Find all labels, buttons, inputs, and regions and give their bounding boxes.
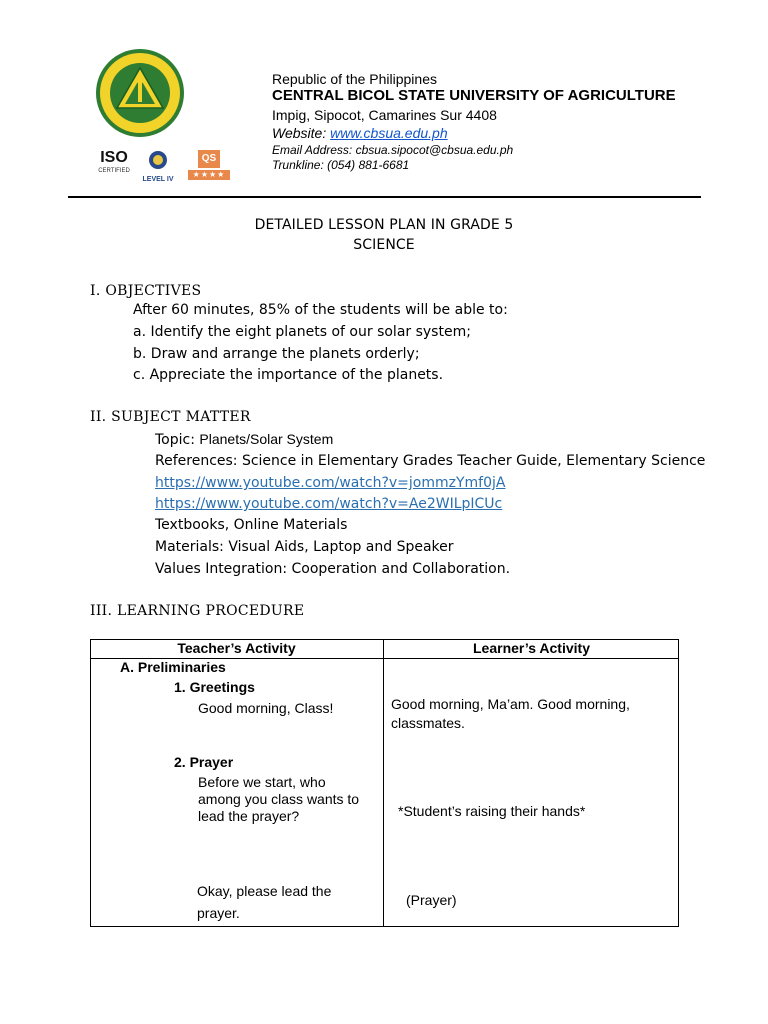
greetings-teacher: Good morning, Class! <box>198 700 334 716</box>
values-line: Values Integration: Cooperation and Collaboration. <box>155 561 511 577</box>
greetings-heading: 1. Greetings <box>174 679 255 695</box>
table-header-learner: Learner’s Activity <box>473 640 590 656</box>
header-address: Impig, Sipocot, Camarines Sur 4408 <box>272 107 497 123</box>
table-header-teacher: Teacher’s Activity <box>177 640 296 656</box>
table-column-divider <box>383 639 384 927</box>
objectives-heading: I. OBJECTIVES <box>90 283 202 299</box>
header-university: CENTRAL BICOL STATE UNIVERSITY OF AGRICULTURE <box>272 87 676 104</box>
lead-prayer-teacher: prayer. <box>197 905 240 921</box>
procedure-heading: III. LEARNING PROCEDURE <box>90 603 305 619</box>
textbooks-line: Textbooks, Online Materials <box>155 517 348 533</box>
document-title: DETAILED LESSON PLAN IN GRADE 5 <box>254 217 514 233</box>
objectives-intro: After 60 minutes, 85% of the students will be able to: <box>133 302 508 318</box>
website-link[interactable]: www.cbsua.edu.ph <box>330 125 448 141</box>
lead-prayer-learner: (Prayer) <box>406 892 457 908</box>
subject-matter-heading: II. SUBJECT MATTER <box>90 409 251 425</box>
university-seal <box>95 48 185 138</box>
header-email: Email Address: cbsua.sipocot@cbsua.edu.ph <box>272 143 514 157</box>
prayer-learner: *Student’s raising their hands* <box>398 803 586 819</box>
prayer-teacher: lead the prayer? <box>198 808 300 824</box>
section-preliminaries: A. Preliminaries <box>120 659 226 675</box>
header-divider <box>68 196 701 198</box>
header-website: Website: www.cbsua.edu.ph <box>272 125 448 141</box>
objective-item: a. Identify the eight planets of our solar system; <box>133 324 471 340</box>
level-emblem-icon <box>148 150 168 170</box>
greetings-learner: classmates. <box>391 715 465 731</box>
objective-item: b. Draw and arrange the planets orderly; <box>133 346 420 362</box>
header-trunkline: Trunkline: (054) 881-6681 <box>272 158 410 172</box>
materials-line: Materials: Visual Aids, Laptop and Speaker <box>155 539 454 555</box>
qs-stars-badge: QS ★★★★ <box>188 150 230 180</box>
lead-prayer-teacher: Okay, please lead the <box>197 883 332 899</box>
accreditation-badges <box>96 148 236 188</box>
iso-badge: ISO CERTIFIED <box>98 149 130 174</box>
objective-item: c. Appreciate the importance of the planets. <box>133 367 444 383</box>
youtube-link-1[interactable]: https://www.youtube.com/watch?v=jommzYmf0jA <box>155 475 506 491</box>
document-subtitle: SCIENCE <box>353 237 415 253</box>
prayer-teacher: among you class wants to <box>198 791 360 807</box>
level-badge: LEVEL IV <box>140 150 176 184</box>
references-line: References: Science in Elementary Grades Teacher Guide, Elementary Science <box>155 453 706 469</box>
prayer-teacher: Before we start, who <box>198 774 326 790</box>
greetings-learner: Good morning, Ma’am. Good morning, <box>391 696 630 712</box>
prayer-heading: 2. Prayer <box>174 754 234 770</box>
header-country: Republic of the Philippines <box>272 71 437 87</box>
youtube-link-2[interactable]: https://www.youtube.com/watch?v=Ae2WILpICUc <box>155 496 503 512</box>
topic-line: Topic: Planets/Solar System <box>155 431 334 448</box>
